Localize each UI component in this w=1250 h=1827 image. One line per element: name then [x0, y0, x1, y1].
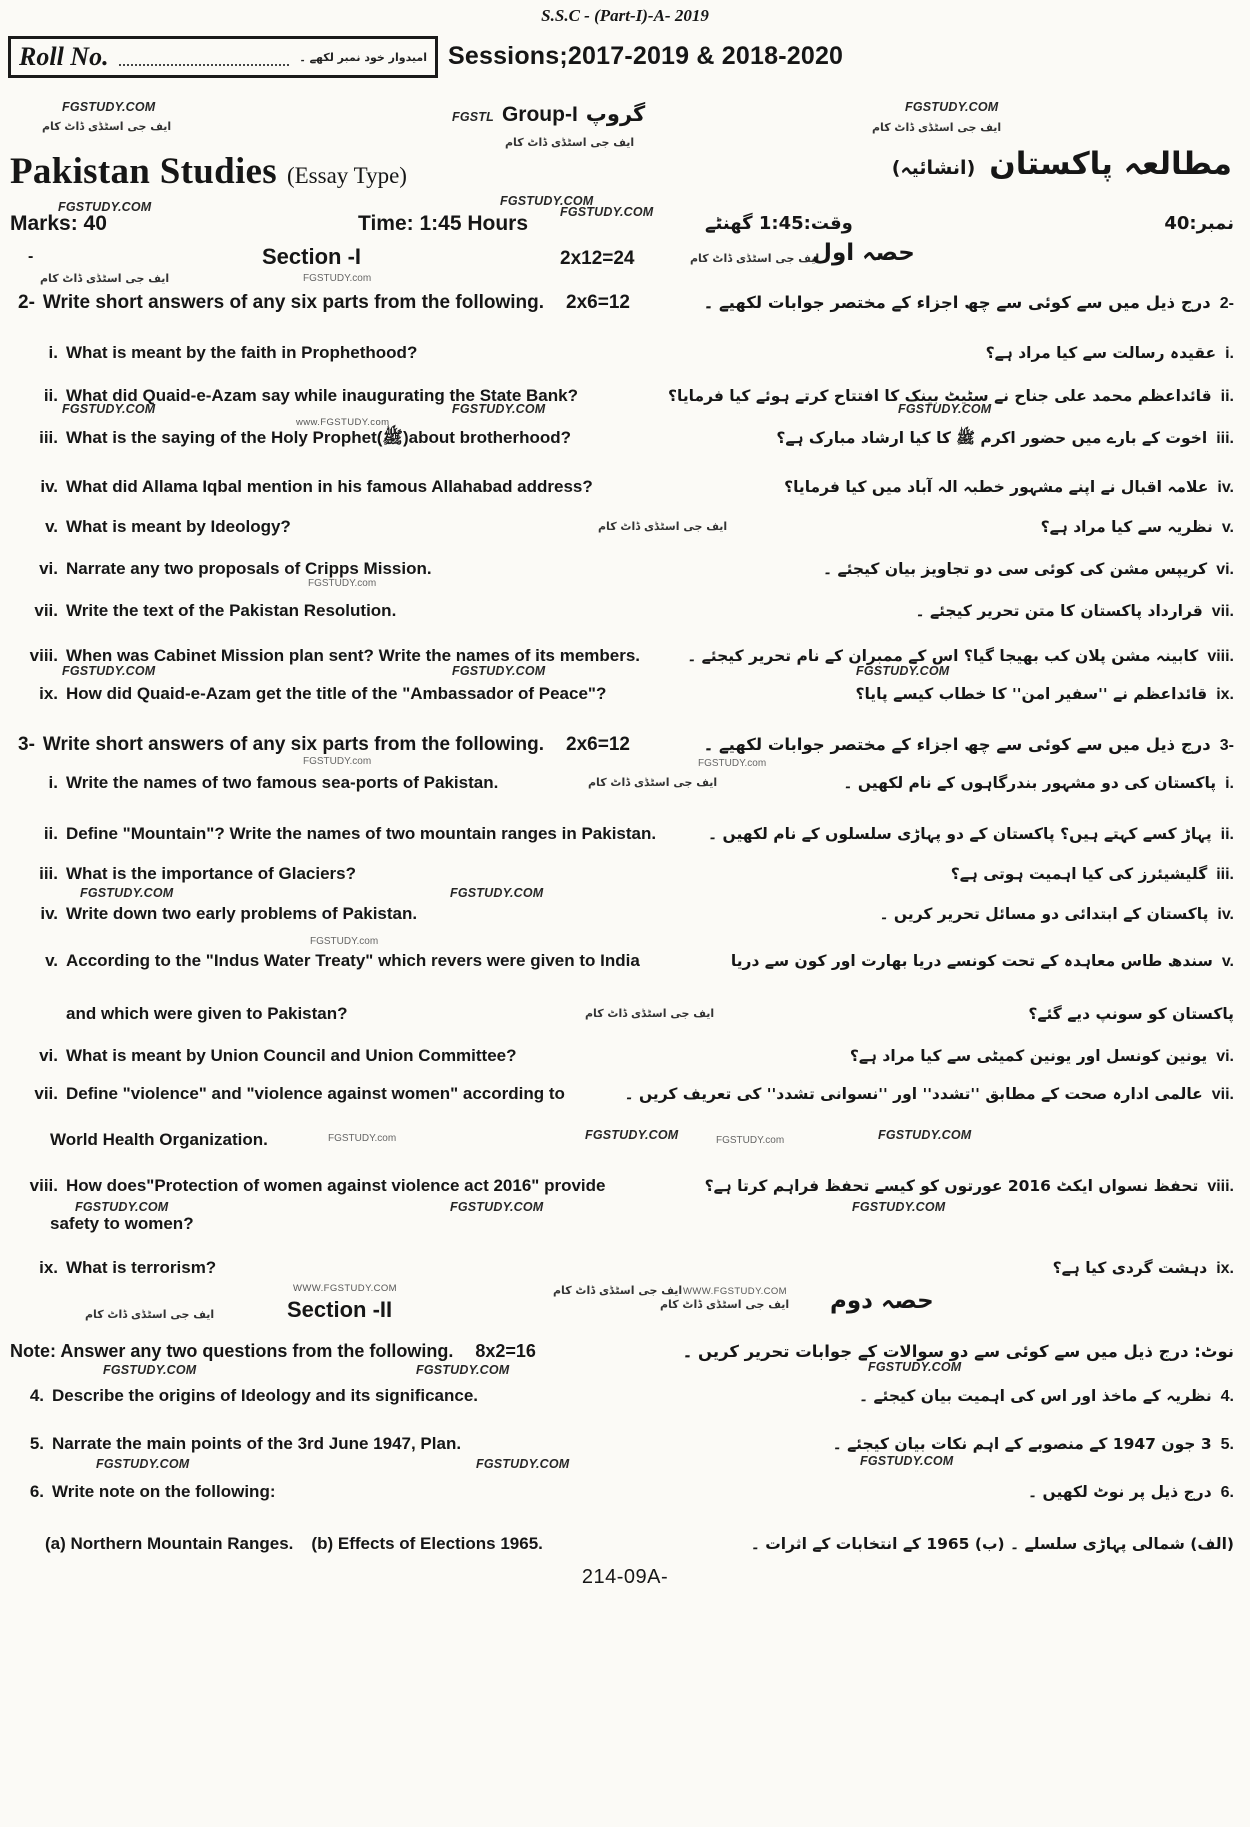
item-number: viii. [29, 1176, 58, 1195]
item-number-ur: viii. [1207, 1178, 1234, 1195]
watermark-fgstudy-urdu: ایف جی اسٹڈی ڈاٹ کام [598, 520, 728, 533]
watermark-fgstudy: FGSTUDY.COM [585, 1128, 679, 1142]
roll-no-label: Roll No. [19, 42, 109, 71]
question-text-ur: کابینہ مشن پلان کب بھیجا گیا؟ اس کے ممبران کے نام تحریر کیجئے ۔ [687, 647, 1199, 665]
item-number-ur: iv. [1217, 479, 1234, 496]
question-text-ur: کریپس مشن کی کوئی سی دو تجاویز بیان کیجئے ۔ [823, 560, 1208, 578]
q2-item-row [0, 477, 1250, 497]
question-text-ur: پاکستان کے ابتدائی دو مسائل تحریر کریں ۔ [879, 905, 1209, 923]
question-number: 6. [29, 1482, 44, 1501]
note-en [10, 1341, 536, 1362]
question-text-en: According to the "Indus Water Treaty" which revers were given to India [66, 951, 640, 970]
item-number: i. [48, 773, 58, 792]
q3-item-row [0, 1046, 1250, 1066]
item-number-ur: ix. [1216, 686, 1234, 703]
question-text-ur: عالمی ادارہ صحت کے مطابق ''تشدد'' اور ''نسوانی تشدد'' کی تعریف کریں ۔ [624, 1085, 1203, 1103]
roll-no-instruction-ur: امیدوار خود نمبر لکھے ۔ [299, 50, 427, 64]
marks-label-ur: نمبر:40 [1164, 213, 1234, 234]
item-number-ur: vi. [1216, 1048, 1234, 1065]
question-marks: 2x6=12 [566, 734, 630, 755]
item-number: iv. [40, 477, 58, 496]
question-marks: 2x6=12 [566, 292, 630, 313]
q3-item-row [0, 1084, 1250, 1104]
note-ur-wrap [683, 1342, 1234, 1361]
watermark-fgstudy-small: FGSTUDY.com [303, 756, 372, 767]
paper-title-ur: مطالعہ پاکستان [989, 146, 1232, 182]
question-text-en: What did Quaid-e-Azam say while inaugurating the State Bank? [66, 386, 578, 405]
q2-item-row [0, 386, 1250, 406]
question-text-en: What did Allama Iqbal mention in his famous Allahabad address? [66, 477, 593, 496]
group-heading [452, 102, 645, 127]
note-row [0, 1341, 1250, 1362]
item-number: ix. [39, 684, 58, 703]
question-text-en: Write short answers of any six parts from the following. [42, 292, 545, 313]
watermark-fgstudy-urdu: ایف جی اسٹڈی ڈاٹ کام [588, 776, 718, 789]
q6-parts-ur: (الف) شمالی پہاڑی سلسلے ۔ (ب) 1965 کے انتخابات کے اثرات ۔ [750, 1535, 1234, 1553]
question-text-en: What is meant by the faith in Prophethood? [66, 343, 418, 362]
part-a-text: Northern Mountain Ranges. [70, 1534, 294, 1553]
question-number: 2- [18, 292, 35, 313]
watermark-fgstudy-urdu: ایف جی اسٹڈی ڈاٹ کام [42, 120, 172, 133]
watermark-fgstudy-urdu: ایف جی اسٹڈی ڈاٹ کام [85, 1308, 215, 1321]
item-number-ur: ii. [1220, 388, 1234, 405]
question-text-ur: درج ذیل میں سے کوئی سے چھ اجزاء کے مختصر جوابات لکھیے ۔ [703, 735, 1211, 754]
watermark-fgstudy-urdu: ایف جی اسٹڈی ڈاٹ کام [690, 252, 820, 265]
watermark-fgstudy: FGSTUDY.COM [62, 100, 156, 114]
item-number-ur: ix. [1216, 1260, 1234, 1277]
q3-item-row [0, 1176, 1250, 1196]
time-label: Time: 1:45 Hours [358, 212, 528, 235]
question-number-ur: 6. [1220, 1484, 1234, 1501]
question-text-ur: 3 جون 1947 کے منصوبے کے اہم نکات بیان کیجئے ۔ [832, 1435, 1212, 1453]
question-text-ur: یونین کونسل اور یونین کمیٹی سے کیا مراد ہے؟ [849, 1047, 1208, 1065]
watermark-fgstudy: FGSTUDY.COM [852, 1200, 946, 1214]
question-number-ur: 4. [1220, 1388, 1234, 1405]
question-text-en: What is the saying of the Holy Prophet(ﷺ)about brotherhood? [66, 428, 572, 447]
question-text-en: World Health Organization. [50, 1130, 268, 1149]
question-text-en: How does"Protection of women against violence act 2016" provide [66, 1176, 606, 1195]
section2-question-row [0, 1482, 1250, 1502]
item-number: iv. [40, 904, 58, 923]
q2-item-row [0, 559, 1250, 579]
watermark-partial: FGSTL [452, 110, 494, 124]
question-text-en: What is meant by Ideology? [66, 517, 291, 536]
item-number-ur: i. [1225, 345, 1234, 362]
watermark-fgstudy-small: FGSTUDY.com [303, 273, 372, 284]
question-text-ur: قائداعظم محمد علی جناح نے سٹیٹ بینک کا افتتاح کرتے ہوئے کیا فرمایا؟ [668, 387, 1212, 405]
watermark-fgstudy-urdu: ایف جی اسٹڈی ڈاٹ کام [872, 121, 1002, 134]
item-number: vi. [39, 1046, 58, 1065]
part-b-text: Effects of Elections 1965. [337, 1534, 543, 1553]
watermark-fgstudy: FGSTUDY.COM [452, 664, 546, 678]
watermark-fgstudy: FGSTUDY.COM [500, 194, 594, 208]
item-number: v. [45, 951, 58, 970]
group-label-ur: گروپ [585, 102, 646, 126]
question-text-ur: قائداعظم نے ''سفیر امن'' کا خطاب کیسے پایا؟ [855, 685, 1208, 703]
question-text-ur: اخوت کے بارے میں حضور اکرم ﷺ کا کیا ارشاد مبارک ہے؟ [776, 429, 1208, 447]
q3-item-row [0, 904, 1250, 924]
question-text-en: Write the names of two famous sea-ports of Pakistan. [66, 773, 499, 792]
question-text-ur: پاکستان کی دو مشہور بندرگاہوں کے نام لکھیں ۔ [843, 774, 1217, 792]
watermark-www: WWW.FGSTUDY.COM [293, 1283, 397, 1294]
q2-header-ur [704, 293, 1234, 313]
watermark-www: www.FGSTUDY.com [296, 417, 390, 428]
section1-heading: Section -I [262, 244, 362, 269]
item-number: vii. [34, 601, 58, 620]
item-number-ur: vii. [1211, 1086, 1234, 1103]
watermark-fgstudy-small: FGSTUDY.com [308, 578, 377, 589]
roll-no-fill-line[interactable] [119, 48, 290, 66]
paper-type: (Essay Type) [286, 163, 407, 188]
margin-dash: - [28, 248, 34, 265]
watermark-fgstudy-small: FGSTUDY.com [310, 936, 379, 947]
question-text-en: safety to women? [50, 1214, 194, 1233]
paper-title-block-ur [892, 146, 1232, 182]
marks-label: Marks: 40 [10, 212, 107, 235]
watermark-fgstudy-small: FGSTUDY.com [328, 1133, 397, 1144]
watermark-fgstudy: FGSTUDY.COM [96, 1457, 190, 1471]
question-text-en: What is the importance of Glaciers? [66, 864, 357, 883]
q2-header-row [0, 292, 1250, 314]
q3-item-continuation-row [0, 1214, 1250, 1234]
q2-item-row [0, 427, 1250, 452]
paper-title: Pakistan Studies [10, 151, 277, 192]
item-number-ur: iii. [1216, 866, 1234, 883]
watermark-fgstudy-urdu: ایف جی اسٹڈی ڈاٹ کام [40, 272, 170, 285]
question-text-en: What is terrorism? [66, 1258, 217, 1277]
question-text-en: Write down two early problems of Pakistan. [66, 904, 418, 923]
item-number: ii. [43, 386, 58, 405]
sessions-text: Sessions;2017-2019 & 2018-2020 [448, 42, 844, 70]
note-marks: 8x2=16 [475, 1341, 536, 1361]
q2-item-row [0, 343, 1250, 363]
watermark-fgstudy-urdu: ایف جی اسٹڈی ڈاٹ کام [585, 1007, 715, 1020]
question-text-en: When was Cabinet Mission plan sent? Write the names of its members. [66, 646, 641, 665]
question-number-ur: 2- [1219, 295, 1234, 312]
question-text-ur: نظریہ سے کیا مراد ہے؟ [1040, 518, 1213, 536]
watermark-fgstudy: FGSTUDY.COM [898, 402, 992, 416]
watermark-www: WWW.FGSTUDY.COM [683, 1286, 787, 1297]
section2-heading-ur: حصہ دوم [830, 1288, 934, 1314]
question-text-en: Define "Mountain"? Write the names of two mountain ranges in Pakistan. [66, 824, 657, 843]
question-text-ur: درج ذیل پر نوٹ لکھیں ۔ [1028, 1483, 1212, 1501]
question-text-en: Narrate any two proposals of Cripps Mission. [66, 559, 432, 578]
question-text-en: Write note on the following: [52, 1482, 276, 1501]
item-number-ur: iv. [1217, 906, 1234, 923]
section1-marks: 2x12=24 [560, 248, 635, 269]
watermark-fgstudy-urdu: ایف جی اسٹڈی ڈاٹ کام [660, 1298, 790, 1311]
question-text-ur: قرارداد پاکستان کا متن تحریر کیجئے ۔ [915, 602, 1203, 620]
watermark-fgstudy: FGSTUDY.COM [450, 1200, 544, 1214]
roll-no-box [8, 36, 438, 78]
item-number-ur: vii. [1211, 603, 1234, 620]
question-text-ur: درج ذیل میں سے کوئی سے چھ اجزاء کے مختصر جوابات لکھیے ۔ [703, 293, 1211, 312]
question-text-ur: علامہ اقبال نے اپنے مشہور خطبہ الہ آباد میں کیا فرمایا؟ [784, 478, 1209, 496]
q3-header-en [18, 734, 630, 756]
question-text-en: Write short answers of any six parts from the following. [42, 734, 545, 755]
question-text-ur: تحفظ نسواں ایکٹ 2016 عورتوں کو کیسے تحفظ فراہم کرتا ہے؟ [704, 1177, 1199, 1195]
watermark-fgstudy: FGSTUDY.COM [878, 1128, 972, 1142]
watermark-fgstudy: FGSTUDY.COM [58, 200, 152, 214]
watermark-fgstudy: FGSTUDY.COM [560, 205, 654, 219]
question-text-en: and which were given to Pakistan? [66, 1004, 348, 1023]
time-label-ur: وقت:1:45 گھنٹے [705, 213, 853, 234]
paper-type-ur: (انشائیہ) [891, 157, 976, 179]
question-number: 5. [29, 1434, 44, 1453]
item-number-ur: i. [1225, 775, 1234, 792]
item-number-ur: v. [1221, 953, 1234, 970]
watermark-fgstudy: FGSTUDY.COM [80, 886, 174, 900]
section1-heading-ur: حصہ اول [812, 240, 915, 266]
question-text-ur: نظریہ کے ماخذ اور اس کی اہمیت بیان کیجئے ۔ [859, 1387, 1212, 1405]
item-number: vii. [34, 1084, 58, 1103]
question-text-ur: گلیشیئرز کی کیا اہمیت ہوتی ہے؟ [950, 865, 1208, 883]
item-number-ur: v. [1221, 519, 1234, 536]
watermark-fgstudy: FGSTUDY.COM [905, 100, 999, 114]
question-text-en: How did Quaid-e-Azam get the title of the "Ambassador of Peace"? [66, 684, 607, 703]
watermark-fgstudy: FGSTUDY.COM [452, 402, 546, 416]
item-number-ur: iii. [1216, 430, 1234, 447]
question-text-ur: پہاڑ کسے کہتے ہیں؟ پاکستان کے دو پہاڑی سلسلوں کے نام لکھیں ۔ [708, 825, 1212, 843]
q3-item-row [0, 1258, 1250, 1278]
group-label: Group-I [501, 103, 578, 126]
watermark-fgstudy: FGSTUDY.COM [860, 1454, 954, 1468]
watermark-fgstudy: FGSTUDY.COM [75, 1200, 169, 1214]
part-b-label: (b) [311, 1534, 334, 1553]
q2-header-en [18, 292, 630, 314]
item-number-ur: viii. [1207, 648, 1234, 665]
item-number: iii. [39, 428, 58, 447]
item-number: i. [48, 343, 58, 362]
item-number-ur: vi. [1216, 561, 1234, 578]
part-a-label: (a) [45, 1534, 66, 1553]
item-number: vi. [39, 559, 58, 578]
question-number: 4. [29, 1386, 44, 1405]
watermark-fgstudy-small: FGSTUDY.com [698, 758, 767, 769]
watermark-fgstudy-urdu: ایف جی اسٹڈی ڈاٹ کام [505, 136, 635, 149]
q3-item-row [0, 951, 1250, 971]
section2-heading: Section -II [287, 1297, 393, 1322]
watermark-fgstudy: FGSTUDY.COM [856, 664, 950, 678]
question-text-ur: سندھ طاس معاہدہ کے تحت کونسے دریا بھارت اور کون سے دریا [730, 952, 1213, 970]
item-number: viii. [29, 646, 58, 665]
question-number-ur: 5. [1220, 1436, 1234, 1453]
item-number: ii. [43, 824, 58, 843]
item-number-ur: ii. [1220, 826, 1234, 843]
question-text-ur: پاکستان کو سونپ دیے گئے؟ [1028, 1005, 1234, 1023]
item-number: v. [45, 517, 58, 536]
q3-header-ur [704, 735, 1234, 755]
watermark-fgstudy: FGSTUDY.COM [476, 1457, 570, 1471]
question-text-en: Narrate the main points of the 3rd June 1947, Plan. [52, 1434, 462, 1453]
watermark-fgstudy: FGSTUDY.COM [450, 886, 544, 900]
q2-item-row [0, 601, 1250, 621]
question-number-ur: 3- [1219, 737, 1234, 754]
q2-item-row [0, 684, 1250, 704]
question-number: 3- [18, 734, 35, 755]
watermark-fgstudy-urdu: ایف جی اسٹڈی ڈاٹ کام [553, 1284, 683, 1297]
q3-item-row [0, 864, 1250, 884]
q3-header-row [0, 734, 1250, 756]
note-text-ur: نوٹ: درج ذیل میں سے کوئی سے دو سوالات کے جوابات تحریر کریں ۔ [682, 1342, 1234, 1361]
note-text: Note: Answer any two questions from the following. [10, 1341, 454, 1361]
watermark-fgstudy-small: FGSTUDY.com [716, 1135, 785, 1146]
question-text-ur: دہشت گردی کیا ہے؟ [1052, 1259, 1208, 1277]
item-number: ix. [39, 1258, 58, 1277]
watermark-fgstudy: FGSTUDY.COM [62, 402, 156, 416]
section2-question-row [0, 1434, 1250, 1454]
paper-code-footer: 214-09A- [581, 1566, 669, 1588]
watermark-fgstudy: FGSTUDY.COM [62, 664, 156, 678]
question-text-en: What is meant by Union Council and Union Committee? [66, 1046, 517, 1065]
item-number: iii. [39, 864, 58, 883]
q2-item-row [0, 646, 1250, 666]
question-text-en: Describe the origins of Ideology and its significance. [52, 1386, 479, 1405]
watermark-fgstudy: FGSTUDY.COM [416, 1363, 510, 1377]
section2-question-row [0, 1386, 1250, 1406]
exam-paper-code: S.S.C - (Part-I)-A- 2019 [541, 6, 709, 25]
paper-title-block [10, 150, 407, 193]
question-text-ur: عقیدہ رسالت سے کیا مراد ہے؟ [985, 344, 1217, 362]
watermark-fgstudy: FGSTUDY.COM [868, 1360, 962, 1374]
q3-item-row [0, 824, 1250, 844]
question-text-en: Write the text of the Pakistan Resolution. [66, 601, 397, 620]
watermark-fgstudy: FGSTUDY.COM [103, 1363, 197, 1377]
question-text-en: Define "violence" and "violence against women" according to [66, 1084, 565, 1103]
q6-parts-row [0, 1534, 1250, 1554]
